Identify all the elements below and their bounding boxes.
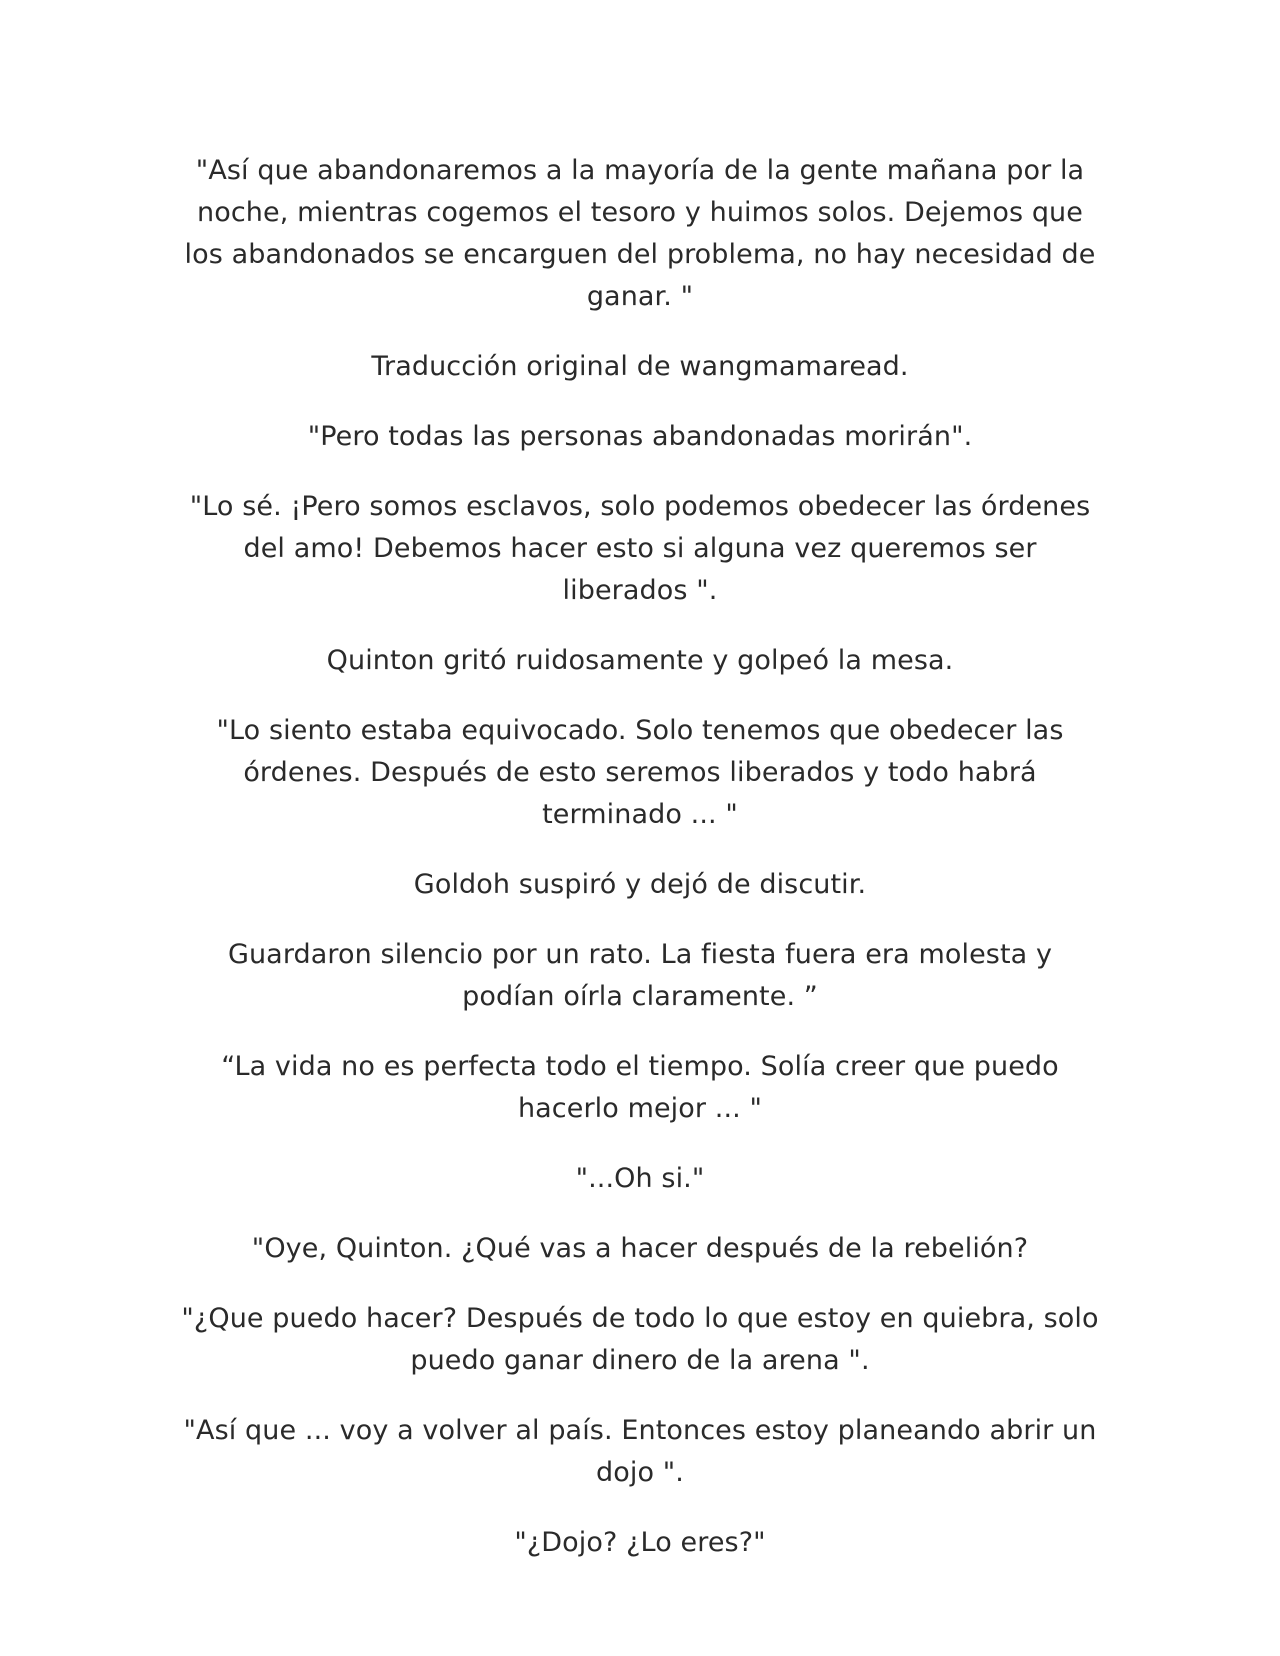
paragraph-6: "Lo siento estaba equivocado. Solo tenemos que obedecer las órdenes. Después de esto seremos liberados y todo habrá terminado ... " — [216, 715, 1073, 830]
paragraph-7: Goldoh suspiró y dejó de discutir. — [413, 869, 867, 900]
paragraph-13: "Así que ... voy a volver al país. Entonces estoy planeando abrir un dojo ". — [183, 1415, 1106, 1488]
paragraph-5: Quinton gritó ruidosamente y golpeó la mesa. — [326, 645, 954, 676]
paragraph-9: “La vida no es perfecta todo el tiempo. Solía creer que puedo hacerlo mejor ... " — [221, 1051, 1068, 1124]
paragraph-4: "Lo sé. ¡Pero somos esclavos, solo podemos obedecer las órdenes del amo! Debemos hacer esto si alguna vez queremos ser liberados ". — [189, 491, 1099, 606]
paragraph-2: Traducción original de wangmamaread. — [371, 351, 909, 382]
paragraph-1: "Así que abandonaremos a la mayoría de la gente mañana por la noche, mientras cogemos el tesoro y huimos solos. Dejemos que los abandonados se encarguen del problema, no hay necesidad de ganar. " — [184, 155, 1105, 312]
paragraph-3: "Pero todas las personas abandonadas morirán". — [307, 421, 973, 452]
paragraph-11: "Oye, Quinton. ¿Qué vas a hacer después de la rebelión? — [251, 1233, 1029, 1264]
document-body — [180, 150, 1108, 1564]
paragraph-12: "¿Que puedo hacer? Después de todo lo que estoy en quiebra, solo puedo ganar dinero de la arena ". — [181, 1303, 1108, 1376]
paragraph-14: "¿Dojo? ¿Lo eres?" — [514, 1527, 766, 1558]
paragraph-8: Guardaron silencio por un rato. La fiesta fuera era molesta y podían oírla claramente. ” — [227, 939, 1061, 1012]
paragraph-10: "...Oh si." — [575, 1163, 705, 1194]
